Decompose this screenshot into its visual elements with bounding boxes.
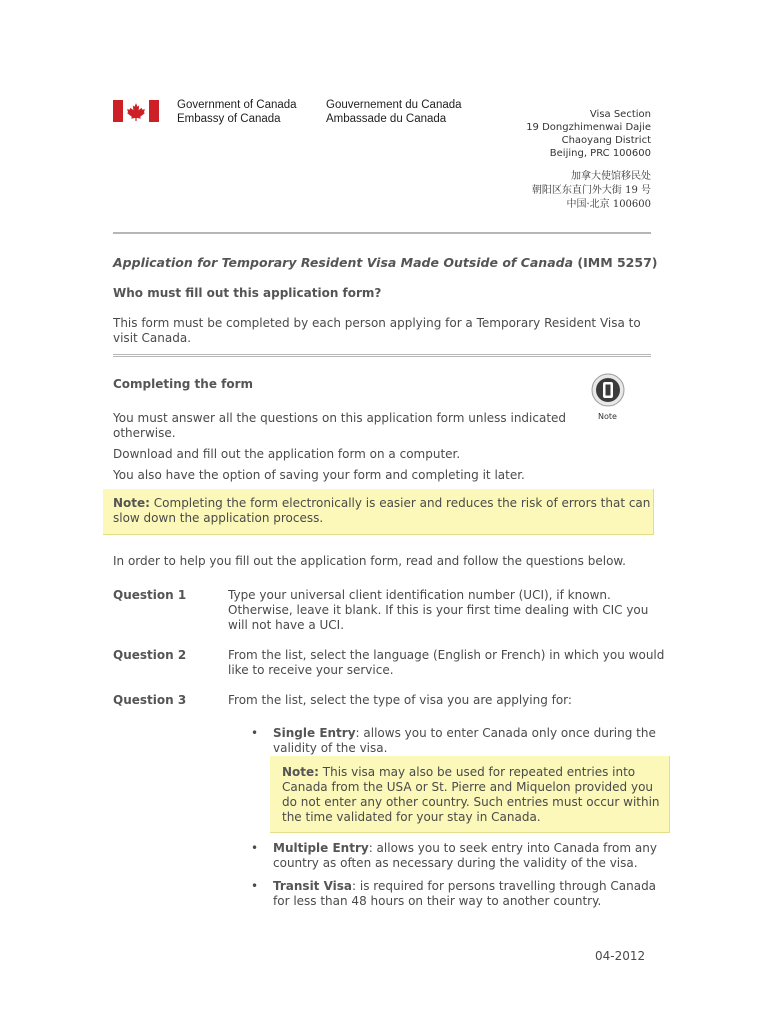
address-line: Beijing, PRC 100600 <box>549 148 651 159</box>
address-line: Visa Section <box>589 109 651 120</box>
bullet-marker: • <box>251 879 259 893</box>
visa-type-transit <box>273 879 668 909</box>
question-2-text: From the list, select the language (English or French) in which you would like to receive your service. <box>228 648 665 677</box>
completing-note-box <box>103 489 654 535</box>
who-heading: Who must fill out this application form? <box>113 286 382 300</box>
visa-type-desc: : allows you to enter Canada only once during the validity of the visa. <box>273 726 656 755</box>
single-entry-note-box <box>270 756 670 833</box>
canada-flag-icon <box>113 100 159 122</box>
form-code: (IMM 5257) <box>577 255 658 270</box>
address-line: 朝阳区东直门外大街 19 号 <box>531 185 651 196</box>
government-name-fr <box>326 98 462 126</box>
single-entry-note-text <box>282 765 668 825</box>
note-label: Note: <box>282 765 319 779</box>
note-icon <box>591 373 625 407</box>
completing-para2: Download and fill out the application form on a computer. <box>113 447 461 461</box>
address-english <box>526 108 651 160</box>
address-line: 中国·北京 100600 <box>566 199 651 210</box>
note-body: This visa may also be used for repeated entries into Canada from the USA or St. Pierre and Miquelon provided you do not enter any other country. Such entries must occur within the time validated for your stay in Canada. <box>282 765 660 824</box>
visa-type-term: Multiple Entry <box>273 841 369 855</box>
visa-type-multiple-entry <box>273 841 668 871</box>
address-line: 加拿大使馆移民处 <box>571 171 651 182</box>
visa-type-single-entry <box>273 726 668 756</box>
completing-para1: You must answer all the questions on this application form unless indicated otherwise. <box>113 411 567 440</box>
visa-type-term: Single Entry <box>273 726 356 740</box>
question-1-text: Type your universal client identification number (UCI), if known. Otherwise, leave it blank. If this is your first time dealing with CIC you will not have a UCI. <box>228 588 649 632</box>
address-line: 19 Dongzhimenwai Dajie <box>526 122 651 133</box>
form-title <box>113 255 658 270</box>
completing-heading: Completing the form <box>113 377 254 391</box>
government-name-en <box>177 98 297 126</box>
visa-type-term: Transit Visa <box>273 879 353 893</box>
address-chinese <box>532 170 651 212</box>
visa-type-desc: : is required for persons travelling through Canada for less than 48 hours on their way to another country. <box>273 879 657 908</box>
note-icon-label: Note <box>598 412 617 421</box>
gov-fr-line2: Ambassade du Canada <box>326 113 447 125</box>
section-divider <box>113 354 651 357</box>
form-version-date: 04-2012 <box>595 949 646 963</box>
header-divider <box>113 232 651 234</box>
visa-type-desc: : allows you to seek entry into Canada from any country as often as necessary during the validity of the visa. <box>273 841 657 870</box>
form-title-italic: Application for Temporary Resident Visa Made Outside of Canada <box>113 255 574 270</box>
gov-fr-line1: Gouvernement du Canada <box>326 99 462 111</box>
question-1-label: Question 1 <box>113 588 187 602</box>
question-3-text: From the list, select the type of visa you are applying for: <box>228 693 572 707</box>
who-text: This form must be completed by each person applying for a Temporary Resident Visa to visit Canada. <box>113 316 641 345</box>
question-3-label: Question 3 <box>113 693 187 707</box>
bullet-marker: • <box>251 726 259 740</box>
question-2-label: Question 2 <box>113 648 187 662</box>
gov-en-line1: Government of Canada <box>177 99 297 111</box>
address-line: Chaoyang District <box>561 135 651 146</box>
note-label: Note: <box>113 496 150 510</box>
completing-note-text <box>113 496 653 526</box>
note-body: Completing the form electronically is easier and reduces the risk of errors that can slow down the application process. <box>113 496 651 525</box>
bullet-marker: • <box>251 841 259 855</box>
completing-para3: You also have the option of saving your form and completing it later. <box>113 468 525 482</box>
gov-en-line2: Embassy of Canada <box>177 113 281 125</box>
questions-intro: In order to help you fill out the application form, read and follow the questions below. <box>113 554 626 568</box>
